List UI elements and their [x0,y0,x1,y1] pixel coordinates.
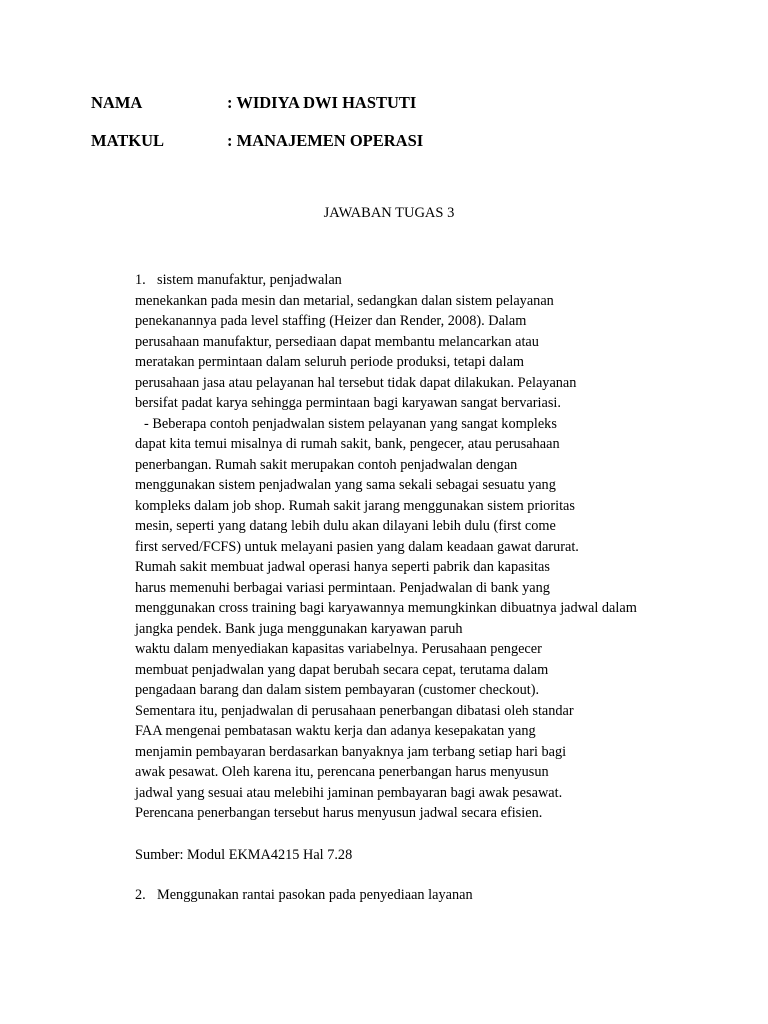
header-nama-row [91,93,416,113]
item-1-heading: sistem manufaktur, penjadwalan [157,272,342,288]
paragraph-line: kompleks dalam job shop. Rumah sakit jarang menggunakan sistem prioritas [135,497,575,514]
paragraph-line: harus memenuhi berbagai variasi permintaan. Penjadwalan di bank yang [135,579,550,596]
paragraph-line: penerbangan. Rumah sakit merupakan contoh penjadwalan dengan [135,456,518,473]
paragraph-line: menekankan pada mesin dan metarial, sedangkan dalan sistem pelayanan [135,292,554,309]
paragraph-line: waktu dalam menyediakan kapasitas variabelnya. Perusahaan pengecer [135,641,542,657]
paragraph-line: menggunakan sistem penjadwalan yang sama sekali sebagai sesuatu yang [135,477,556,493]
paragraph-line: pengadaan barang dan dalam sistem pembayaran (customer checkout). [135,682,540,698]
paragraph-line: awak pesawat. Oleh karena itu, perencana penerbangan harus menyusun [135,764,549,780]
paragraph-line: jadwal yang sesuai atau melebihi jaminan pembayaran bagi awak pesawat. [135,784,563,801]
paragraph-line: penekanannya pada level staffing (Heizer dan Render, 2008). Dalam [135,313,527,329]
item-2-number: 2. [135,887,146,903]
paragraph-line: bersifat padat karya sehingga permintaan bagi karyawan sangat bervariasi. [135,395,561,411]
paragraph-line: - Beberapa contoh penjadwalan sistem pelayanan yang sangat kompleks [144,415,557,432]
paragraph-line: first served/FCFS) untuk melayani pasien yang dalam keadaan gawat darurat. [135,538,579,555]
answer-item-1 [135,270,695,824]
nama-label: NAMA [91,93,143,112]
paragraph-line: jangka pendek. Bank juga menggunakan karyawan paruh [135,620,463,637]
paragraph-line: menggunakan cross training bagi karyawannya memungkinkan dibuatnya jadwal dalam [135,600,637,616]
matkul-value: : MANAJEMEN OPERASI [227,131,424,150]
paragraph-line: Sementara itu, penjadwalan di perusahaan penerbangan dibatasi oleh standar [135,702,574,719]
paragraph-line: Rumah sakit membuat jadwal operasi hanya seperti pabrik dan kapasitas [135,559,550,575]
paragraph-line: Perencana penerbangan tersebut harus menyusun jadwal secara efisien. [135,805,543,821]
paragraph-line: dapat kita temui misalnya di rumah sakit, bank, pengecer, atau perusahaan [135,436,560,452]
answer-item-2 [135,885,473,905]
item-2-heading: Menggunakan rantai pasokan pada penyediaan layanan [157,887,473,903]
paragraph-line: perusahaan manufaktur, persediaan dapat membantu melancarkan atau [135,333,539,350]
item-1-first-line [135,270,695,291]
header-matkul-row [91,131,423,151]
paragraph-line: FAA mengenai pembatasan waktu kerja dan adanya kesepakatan yang [135,723,536,739]
document-title: JAWABAN TUGAS 3 [323,205,455,221]
paragraph-line: perusahaan jasa atau pelayanan hal tersebut tidak dapat dilakukan. Pelayanan [135,374,577,391]
source-citation: Sumber: Modul EKMA4215 Hal 7.28 [135,847,353,863]
item-1-number: 1. [135,272,146,288]
paragraph-line: menjamin pembayaran berdasarkan banyaknya jam terbang setiap hari bagi [135,743,567,760]
paragraph-line: meratakan permintaan dalam seluruh periode produksi, tetapi dalam [135,354,525,370]
paragraph-line: membuat penjadwalan yang dapat berubah secara cepat, terutama dalam [135,661,549,678]
paragraph-line: mesin, seperti yang datang lebih dulu akan dilayani lebih dulu (first come [135,518,556,534]
matkul-label: MATKUL [91,131,165,150]
nama-value: : WIDIYA DWI HASTUTI [227,93,417,112]
